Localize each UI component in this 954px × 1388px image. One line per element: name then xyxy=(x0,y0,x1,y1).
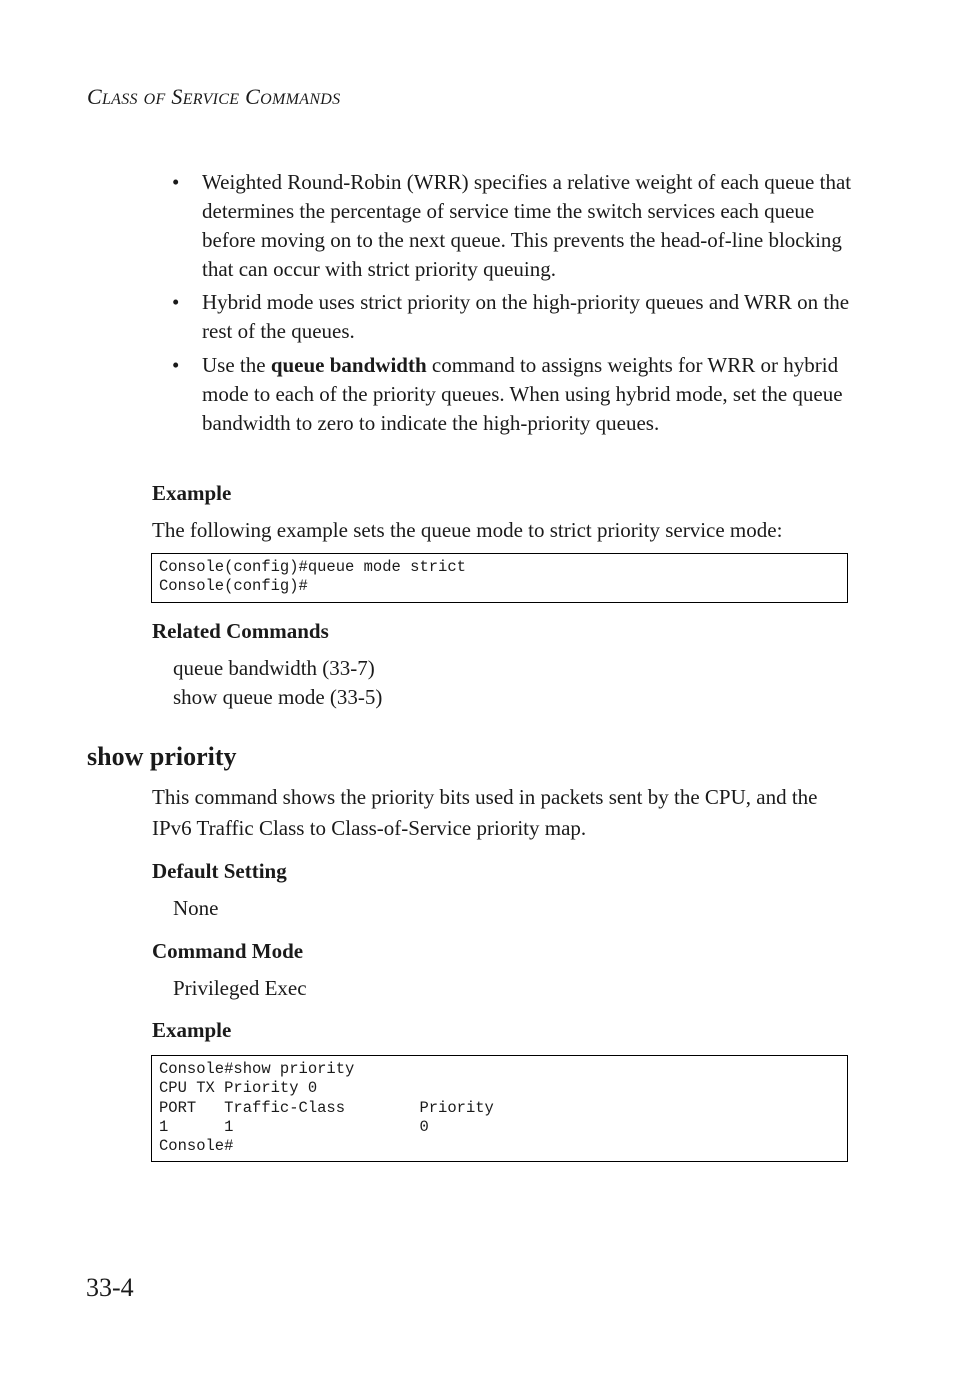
code-block-show-priority xyxy=(151,1055,848,1162)
command-mode-heading: Command Mode xyxy=(152,939,304,963)
related-command-item: queue bandwidth (33-7) xyxy=(173,656,375,680)
code-line: 1 1 0 xyxy=(159,1117,429,1136)
bullet-text: Hybrid mode uses strict priority on the high-priority queues and WRR on the rest of the queues. xyxy=(202,290,850,343)
bullet-list xyxy=(172,168,852,438)
example-heading: Example xyxy=(152,1018,232,1042)
default-setting-value: None xyxy=(173,896,219,920)
related-command-item: show queue mode (33-5) xyxy=(173,685,383,709)
command-name: queue bandwidth xyxy=(270,353,427,377)
bullet-item-hybrid xyxy=(172,288,852,346)
bullet-item-queue-bandwidth xyxy=(172,351,852,438)
code-line: PORT Traffic-Class Priority xyxy=(159,1098,494,1117)
code-line: Console# xyxy=(159,1137,234,1156)
default-setting-heading: Default Setting xyxy=(152,859,287,883)
related-commands-heading: Related Commands xyxy=(152,619,329,643)
bullet-item-wrr xyxy=(172,168,852,284)
code-line: Console#show priority xyxy=(159,1060,355,1078)
section-title: show priority xyxy=(87,742,237,771)
related-commands-list xyxy=(173,654,382,712)
example-heading: Example xyxy=(152,481,232,505)
bullet-text: Weighted Round-Robin (WRR) specifies a relative weight of each queue that determines the percentage of service time the switch services each queue before moving on to the next queue. This prevents the head-of-line blocking that can occur with strict priority queuing. xyxy=(202,170,852,281)
running-head: CLASS OF SERVICE COMMANDS xyxy=(87,84,341,109)
command-mode-value: Privileged Exec xyxy=(173,976,307,1000)
code-block-queue-mode xyxy=(151,553,848,603)
example-intro: The following example sets the queue mode to strict priority service mode: xyxy=(152,518,783,542)
bullet-icon: • xyxy=(172,290,180,314)
code-line: Console(config)# xyxy=(159,577,308,596)
bullet-text: Use the queue bandwidth command to assigns weights for WRR or hybrid mode to each of the priority queues. When using hybrid mode, set the queue bandwidth to zero to indicate the high-priority queues. xyxy=(202,353,843,435)
bullet-icon: • xyxy=(172,353,180,377)
bullet-icon: • xyxy=(172,170,180,194)
page-number: 33-4 xyxy=(86,1273,134,1302)
code-line: CPU TX Priority 0 xyxy=(159,1079,318,1098)
code-line: Console(config)#queue mode strict xyxy=(159,558,466,576)
section-description: This command shows the priority bits used in packets sent by the CPU, and the IPv6 Traffic Class to Class-of-Service priority map. xyxy=(152,785,818,840)
